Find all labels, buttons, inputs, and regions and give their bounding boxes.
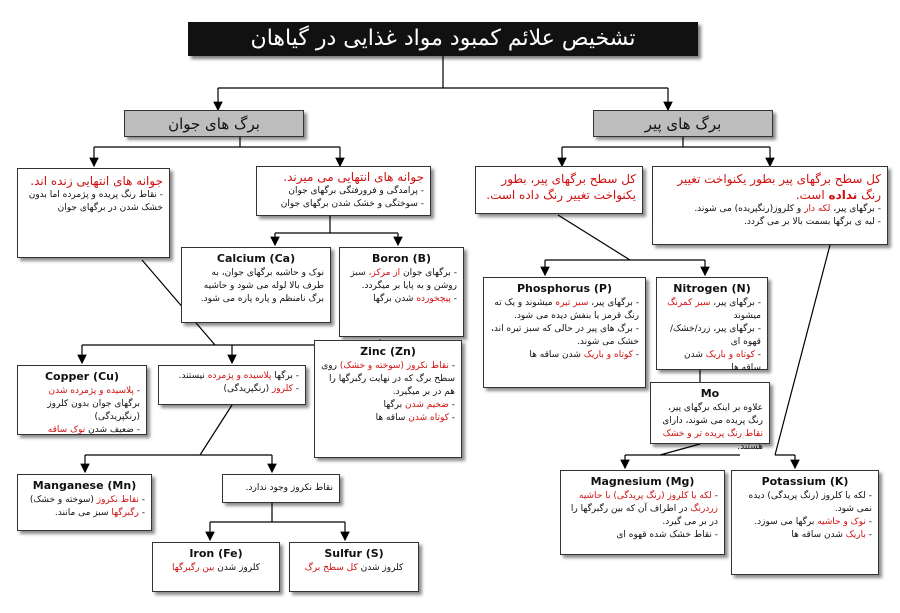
calcium-name: Calcium (Ca) [216, 252, 296, 265]
copper-i2a: ضعیف شدن [85, 425, 134, 435]
old-no-change-i2: - لبه ی برگها بسمت بالا بر می گردد. [659, 216, 881, 229]
old-no-change-i1b: لکه دار [804, 204, 831, 214]
young-buds-die-heading: جوانه های انتهایی می میرند. [283, 170, 424, 184]
copper-name: Copper (Cu) [44, 370, 120, 383]
potassium-i2b: برگها می سوزد. [754, 517, 818, 527]
nitrogen-name: Nitrogen (N) [673, 282, 751, 295]
phosphorus-i1a: برگهای پیر، [588, 298, 633, 308]
page-title: تشخیص علائم کمبود مواد غذایی در گیاهان [188, 22, 698, 56]
mid-i1c: نیستند. [178, 371, 208, 381]
old-leaves-header: برگ های پیر [593, 110, 773, 137]
phosphorus-box [483, 277, 646, 388]
sulfur-name: Sulfur (S) [324, 547, 384, 560]
phosphorus-i1b: سبز تیره [555, 298, 589, 308]
potassium-i3b: شدن ساقه ها [791, 530, 846, 540]
old-no-change-t3: است. [795, 188, 829, 202]
potassium-box [731, 470, 879, 575]
manganese-i1a: نقاط نکروز [96, 495, 139, 505]
old-no-uniform-change-box [652, 166, 888, 245]
mid-i1a: برگها [271, 371, 293, 381]
zinc-i1a: نقاط نکروز (سوخته و خشک) [339, 361, 449, 371]
calcium-text: نوک و حاشیه برگهای جوان، به طرف بالا لوله می شود و حاشیه برگ نامنظم و پاره پاره می شود. [200, 268, 324, 304]
boron-i2a: پیچخورده [416, 294, 451, 304]
potassium-name: Potassium (K) [761, 475, 849, 488]
boron-i2b: شدن برگها [373, 294, 417, 304]
copper-i2b: نوک ساقه [47, 425, 86, 435]
young-buds-alive-box [17, 168, 170, 258]
magnesium-i1a: لکه یا کلروز (رنگ پریدگی) با حاشیه زردرنگ [578, 491, 718, 514]
iron-box [152, 542, 280, 592]
zinc-i2a: ضخیم شدن [404, 400, 449, 410]
no-wilting-box [158, 365, 306, 405]
sulfur-box [289, 542, 419, 592]
boron-name: Boron (B) [371, 252, 432, 265]
nitrogen-i3a: کوتاه و باریک [705, 350, 755, 360]
molybdenum-box [650, 382, 770, 452]
potassium-i1: - لکه یا کلروز (رنگ پریدگی) دیده نمی شود. [738, 490, 872, 516]
young-buds-alive-item: - نقاط رنگ پریده و پژمرده اما بدون خشک شدن در برگهای جوان [24, 189, 163, 215]
mid-i1b: پلاسیده و پژمرده [207, 371, 272, 381]
nitrogen-i3b: شدن ساقه ها [684, 350, 761, 373]
potassium-i2a: نوک و حاشیه [817, 517, 866, 527]
mo-t2: نقاط رنگ پریده تر و خشک [662, 429, 763, 439]
phosphorus-i3a: کوتاه و باریک [583, 350, 633, 360]
manganese-name: Manganese (Mn) [32, 479, 137, 492]
phosphorus-name: Phosphorus (P) [516, 282, 612, 295]
old-no-change-t2: نداده [828, 188, 858, 202]
boron-box [339, 247, 464, 337]
copper-i1b: برگهای جوان بدون کلروز (رنگپریدگی) [47, 399, 140, 422]
nitrogen-i1c: میشوند [733, 311, 761, 321]
phosphorus-i2: - برگ های پیر در حالی که سبز تیره اند، خشک می شوند. [490, 323, 639, 349]
mid-i2b: (رنگپریدگی) [223, 384, 272, 394]
old-uniform-change-box [475, 166, 643, 214]
old-no-change-i1a: برگهای پیر، [830, 204, 875, 214]
no-necrosis-box [222, 474, 340, 503]
no-necrosis-text: نقاط نکروز وجود ندارد. [245, 483, 333, 493]
magnesium-i1b: در اطراف آن که بین رگبرگها را در بر می گیرد. [570, 504, 718, 527]
young-buds-die-box [256, 166, 431, 216]
phosphorus-i3b: شدن ساقه ها [529, 350, 584, 360]
manganese-i2b: سبز می مانند. [54, 508, 112, 518]
copper-box [17, 365, 147, 435]
nitrogen-i2: - برگهای پیر، زرد/خشک/قهوه ای [663, 323, 761, 349]
old-no-change-i1c: و کلروز(رنگپریده) می شوند. [694, 204, 805, 214]
boron-i1b: از مرکز، [368, 268, 401, 278]
manganese-box [17, 474, 152, 531]
old-no-change-t1: کل سطح برگهای پیر بطور یکنواخت تغییر رنگ [677, 172, 881, 202]
copper-i1a: پلاسیده و پژمرده شدن [48, 386, 134, 396]
mo-t3: هستند. [737, 442, 763, 452]
boron-i1c: سبز روشن و به پایا بر میگردد. [350, 268, 457, 291]
boron-i1a: برگهای جوان [400, 268, 451, 278]
phosphorus-i1c: میشوند و یک ته رنگ قرمز یا بنفش دیده می شود. [494, 298, 639, 321]
sulfur-a: کلروز شدن [357, 563, 404, 573]
nitrogen-i1b: سبز کمرنگ [667, 298, 711, 308]
nitrogen-i1a: برگهای پیر، [710, 298, 755, 308]
magnesium-box [560, 470, 725, 555]
young-buds-die-item: - پرامدگی و فرورفتگی برگهای جوان [263, 185, 424, 198]
young-buds-alive-heading: جوانه های انتهایی زنده اند. [30, 174, 163, 188]
magnesium-i2: - نقاط خشک شده قهوه ای [567, 529, 718, 542]
iron-b: بین رگبرگها [172, 563, 215, 573]
zinc-i1b: روی سطح برگ که در نهایت رگبرگها را هم در بر میگیرد. [321, 361, 455, 397]
mo-t1: علاوه بر اینکه برگهای پیر، رنگ پریده می شوند، دارای [662, 403, 763, 426]
manganese-i1b: (سوخته و خشک) [29, 495, 97, 505]
zinc-i3a: کوتاه شدن [408, 413, 449, 423]
mid-i2a: کلروز [271, 384, 293, 394]
zinc-i2b: برگها [383, 400, 405, 410]
manganese-i2a: رگبرگها [111, 508, 139, 518]
iron-name: Iron (Fe) [189, 547, 243, 560]
molybdenum-name: Mo [700, 387, 720, 400]
young-buds-die-item: - سوختگی و خشک شدن برگهای جوان [263, 198, 424, 211]
zinc-box [314, 340, 462, 458]
potassium-i3a: باریک [845, 530, 866, 540]
nitrogen-box [656, 277, 768, 373]
old-uniform-change-heading: کل سطح برگهای پیر، بطور یکنواخت تغییر رنگ داده است. [486, 172, 636, 202]
iron-a: کلروز شدن [214, 563, 260, 573]
magnesium-name: Magnesium (Mg) [590, 475, 695, 488]
sulfur-b: کل سطح برگ [304, 563, 358, 573]
calcium-box [181, 247, 331, 323]
zinc-name: Zinc (Zn) [360, 345, 416, 358]
zinc-i3b: ساقه ها [375, 413, 409, 423]
young-leaves-header: برگ های جوان [124, 110, 304, 137]
